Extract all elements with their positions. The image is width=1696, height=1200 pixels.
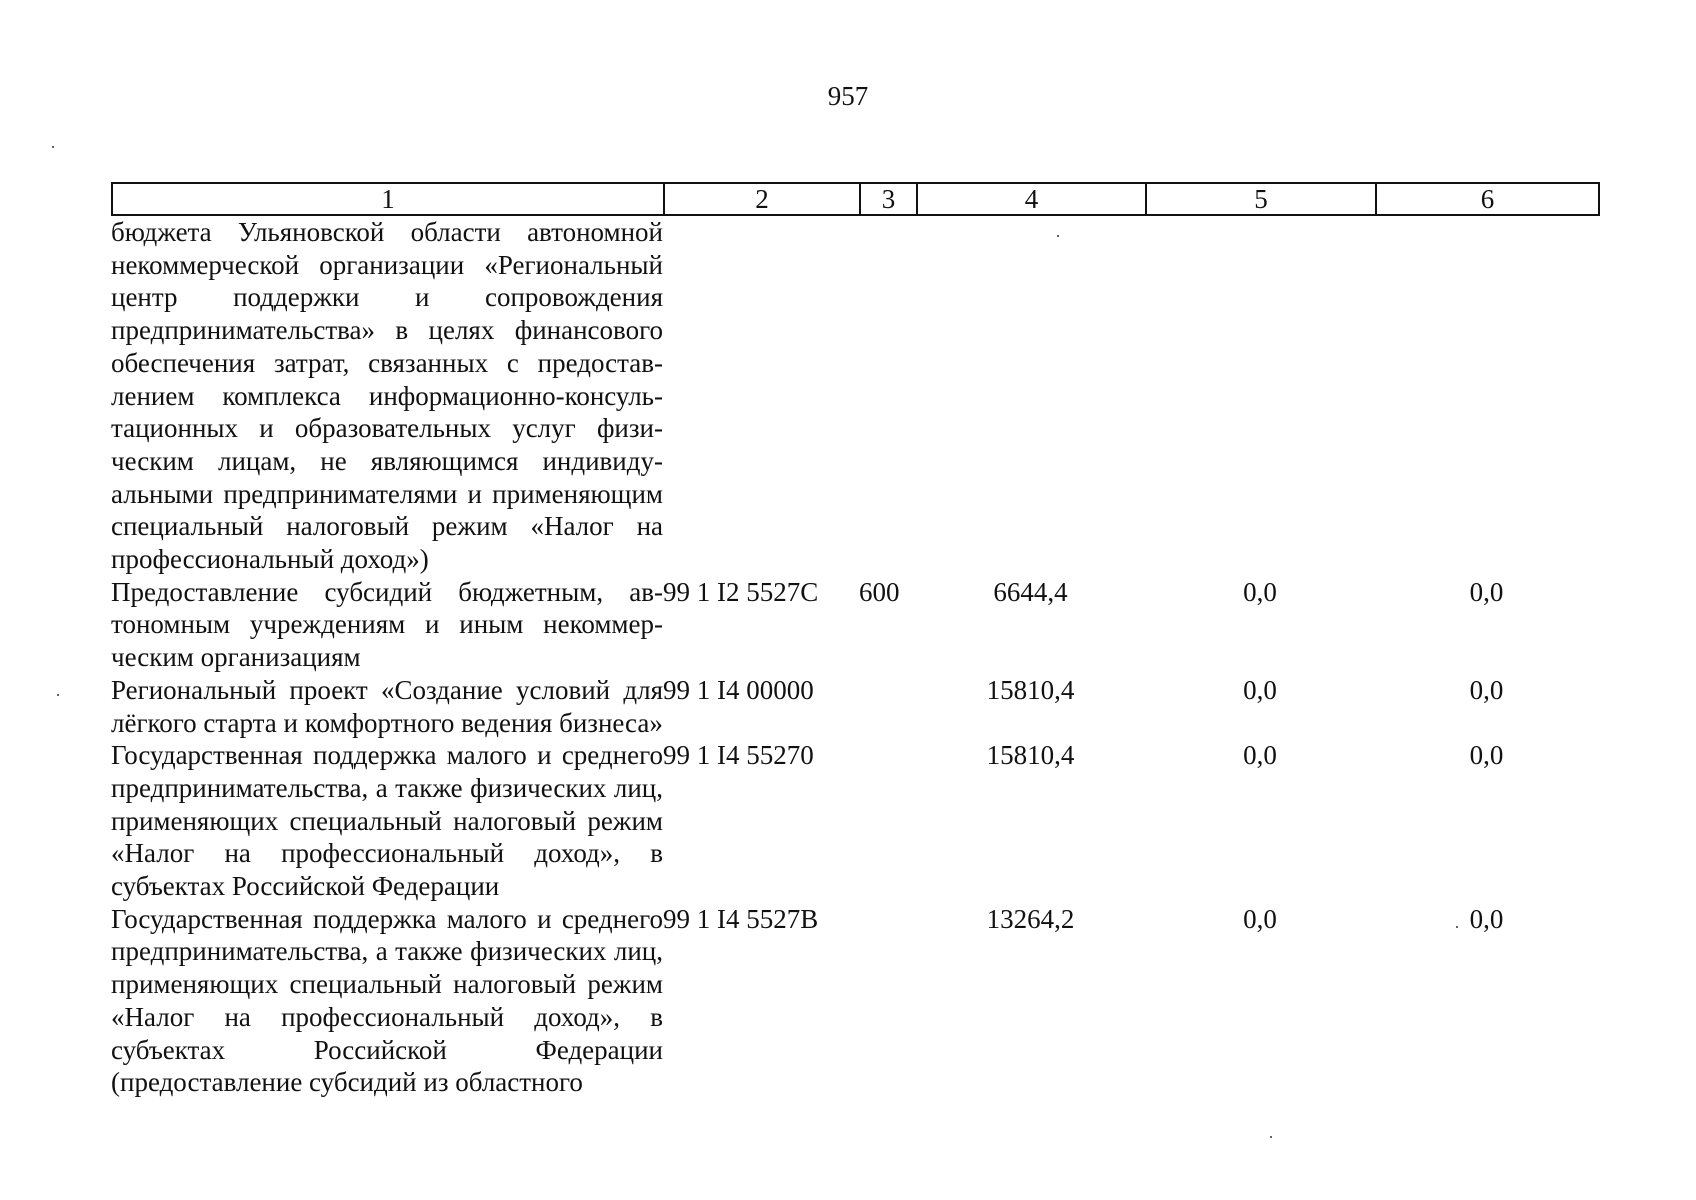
row-value-col4: 13264,2 (986, 903, 1075, 934)
budget-table (111, 216, 1598, 1099)
table-row (111, 576, 1598, 674)
row-value-col6: 0,0 (1469, 903, 1504, 934)
row-expense-type (859, 739, 916, 903)
table-row (111, 216, 1598, 576)
row-value-col4: 15810,4 (986, 674, 1075, 705)
scan-speck (1270, 1136, 1272, 1138)
header-col-1: 1 (112, 183, 664, 215)
table-row (111, 903, 1598, 1099)
row-expense-type (859, 903, 916, 1099)
row-expense-type: 600 (859, 576, 900, 607)
row-value-col6 (1375, 216, 1598, 576)
row-target-code: 99 1 I4 55270 (663, 740, 814, 771)
row-value-col6: 0,0 (1469, 740, 1504, 771)
row-value-col5: 0,0 (1243, 740, 1277, 771)
page-number: 957 (827, 81, 869, 111)
row-description: Государственная поддержка малого и среднего предпринимательства, а также физических лиц, применяющих специальный налоговый режим «Налог на профессиональный доход», в субъектах Российской Федерации (111, 740, 663, 902)
header-row (112, 183, 1599, 215)
row-value-col5 (1145, 216, 1375, 576)
column-number-header (111, 182, 1600, 216)
row-value-col6: 0,0 (1469, 576, 1504, 607)
header-col-2: 2 (664, 183, 860, 215)
row-value-col4 (916, 216, 1145, 576)
header-col-6: 6 (1376, 183, 1599, 215)
table-row (111, 739, 1598, 903)
row-description: Региональный проект «Создание условий для лёгкого старта и комфортного ведения бизнеса» (111, 674, 663, 738)
row-target-code: 99 1 I4 5527В (663, 903, 819, 934)
row-description: бюджета Ульяновской области автономной некоммерческой организации «Региональный центр поддержки и сопровождения предпринимательства» в целях финансового обеспечения затрат, связанных с предоставлением комплекса информационно-консультационных и образовательных услуг физическим лицам, не являющимся индивидуальными предпринимателями и применяющим специальный налоговый режим «Налог на профессиональный доход») (111, 217, 663, 575)
scan-speck (1057, 235, 1059, 237)
row-value-col5: 0,0 (1243, 903, 1277, 934)
row-description: Государственная поддержка малого и среднего предпринимательства, а также физических лиц, применяющих специальный налоговый режим «Налог на профессиональный доход», в субъектах Российской Федерации (предоставление субсидий из областного (111, 903, 663, 1098)
row-target-code: 99 1 I4 00000 (663, 674, 814, 705)
header-col-3: 3 (860, 183, 917, 215)
row-value-col5: 0,0 (1243, 674, 1277, 705)
row-target-code: 99 1 I2 5527С (663, 576, 819, 607)
header-col-5: 5 (1146, 183, 1376, 215)
row-value-col5: 0,0 (1243, 576, 1277, 607)
row-target-code (663, 216, 859, 576)
row-value-col4: 15810,4 (986, 740, 1075, 771)
table-row (111, 674, 1598, 739)
scan-speck (57, 694, 59, 696)
scan-speck (1456, 926, 1458, 928)
scan-speck (52, 146, 54, 148)
row-expense-type (859, 674, 916, 739)
row-expense-type (859, 216, 916, 576)
row-value-col4: 6644,4 (993, 576, 1068, 607)
row-description: Предоставление субсидий бюджетным, автономным учреждениям и иным некоммерческим организациям (111, 576, 663, 673)
row-value-col6: 0,0 (1469, 674, 1504, 705)
header-col-4: 4 (917, 183, 1146, 215)
